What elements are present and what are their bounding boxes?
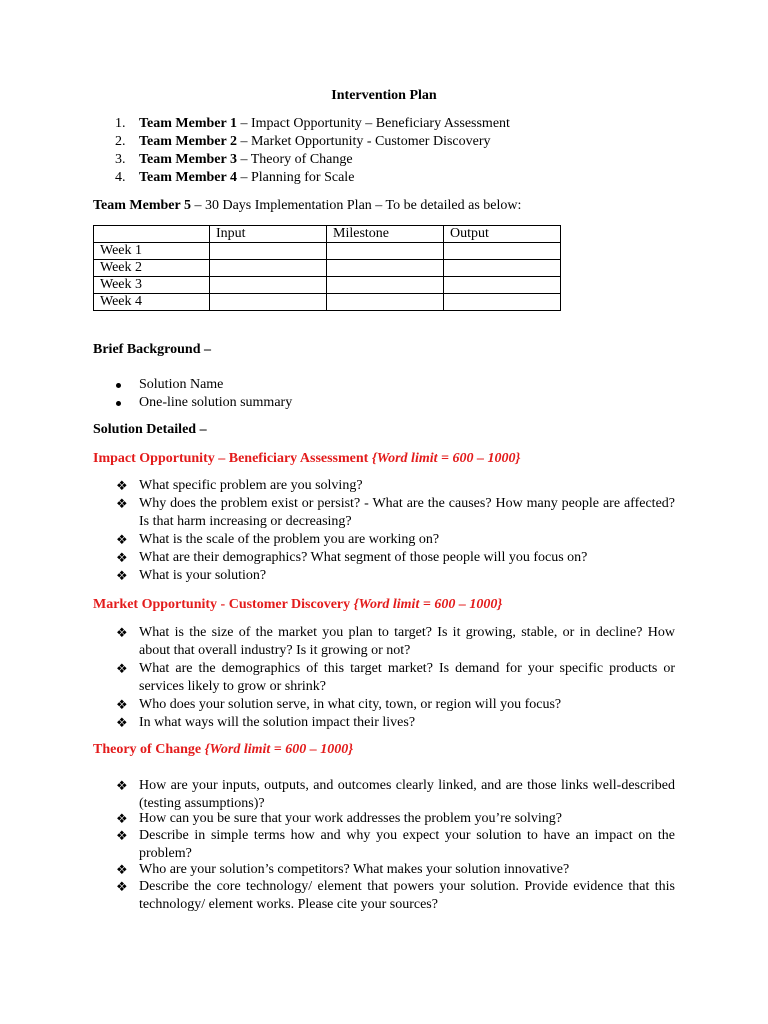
diamond-bullet-icon: ❖ [116, 811, 128, 826]
question-item: What is the size of the market you plan to target? Is it growing, stable, or in decline? How about that overall industry? Is it growing or not? [139, 625, 675, 658]
team-list-item: Team Member 4 – Planning for Scale [139, 170, 355, 185]
table-header-cell: Milestone [327, 226, 444, 243]
table-cell [210, 277, 327, 294]
team-list-item: Team Member 1 – Impact Opportunity – Beneficiary Assessment [139, 116, 510, 131]
list-number: 1. [115, 116, 126, 131]
diamond-bullet-icon: ❖ [116, 862, 128, 877]
table-header-row [94, 226, 561, 243]
question-item: Describe in simple terms how and why you expect your solution to have an impact on the problem? [139, 828, 675, 861]
table-row [94, 243, 561, 260]
diamond-bullet-icon: ❖ [116, 550, 128, 565]
list-number: 4. [115, 170, 126, 185]
table-row [94, 260, 561, 277]
question-item: How are your inputs, outputs, and outcomes clearly linked, and are those links well-described (testing assumptions)? [139, 778, 675, 811]
diamond-bullet-icon: ❖ [116, 715, 128, 730]
table-header-cell [94, 226, 210, 243]
question-item: Who does your solution serve, in what city, town, or region will you focus? [139, 697, 562, 712]
diamond-bullet-icon: ❖ [116, 879, 128, 894]
diamond-bullet-icon: ❖ [116, 532, 128, 547]
section-heading: Theory of Change {Word limit = 600 – 1000} [93, 742, 354, 757]
question-item: What specific problem are you solving? [139, 478, 363, 493]
diamond-bullet-icon: ❖ [116, 496, 128, 511]
bullet-dot-icon [116, 394, 121, 412]
list-number: 3. [115, 152, 126, 167]
list-number: 2. [115, 134, 126, 149]
question-item: Why does the problem exist or persist? - What are the causes? How many people are affected? Is that harm increasing or decreasing? [139, 496, 675, 529]
page-title: Intervention Plan [331, 88, 437, 103]
question-item: What are their demographics? What segment of those people will you focus on? [139, 550, 588, 565]
question-item: In what ways will the solution impact their lives? [139, 715, 416, 730]
diamond-bullet-icon: ❖ [116, 828, 128, 843]
table-cell [327, 243, 444, 260]
week-label: Week 4 [94, 294, 210, 311]
table-cell [210, 260, 327, 277]
table-cell [210, 294, 327, 311]
team-list-item: Team Member 3 – Theory of Change [139, 152, 353, 167]
table-cell [444, 260, 561, 277]
table-cell [210, 243, 327, 260]
question-item: Who are your solution’s competitors? What makes your solution innovative? [139, 862, 570, 877]
week-label: Week 1 [94, 243, 210, 260]
question-item: How can you be sure that your work addresses the problem you’re solving? [139, 811, 563, 826]
table-header-cell: Input [210, 226, 327, 243]
week-label: Week 2 [94, 260, 210, 277]
question-item: What are the demographics of this target market? Is demand for your specific products or services likely to grow or shrink? [139, 661, 675, 694]
bullet-dot-icon [116, 376, 121, 394]
implementation-table [93, 225, 561, 311]
list-item: One-line solution summary [139, 395, 293, 410]
member5-line: Team Member 5 – 30 Days Implementation Plan – To be detailed as below: [93, 198, 522, 213]
section-heading: Impact Opportunity – Beneficiary Assessment {Word limit = 600 – 1000} [93, 451, 521, 466]
diamond-bullet-icon: ❖ [116, 625, 128, 640]
table-header-cell: Output [444, 226, 561, 243]
diamond-bullet-icon: ❖ [116, 697, 128, 712]
question-item: What is the scale of the problem you are working on? [139, 532, 440, 547]
table-cell [444, 243, 561, 260]
table-cell [327, 260, 444, 277]
question-item: What is your solution? [139, 568, 267, 583]
team-list-item: Team Member 2 – Market Opportunity - Customer Discovery [139, 134, 491, 149]
week-label: Week 3 [94, 277, 210, 294]
diamond-bullet-icon: ❖ [116, 568, 128, 583]
diamond-bullet-icon: ❖ [116, 661, 128, 676]
list-item: Solution Name [139, 377, 224, 392]
section-heading: Market Opportunity - Customer Discovery {Word limit = 600 – 1000} [93, 597, 503, 612]
table-cell [444, 294, 561, 311]
diamond-bullet-icon: ❖ [116, 778, 128, 793]
table-row [94, 294, 561, 311]
solution-detailed-heading: Solution Detailed – [93, 422, 207, 437]
table-cell [327, 294, 444, 311]
diamond-bullet-icon: ❖ [116, 478, 128, 493]
table-row [94, 277, 561, 294]
brief-background-heading: Brief Background – [93, 342, 211, 357]
table-cell [444, 277, 561, 294]
question-item: Describe the core technology/ element that powers your solution. Provide evidence that this technology/ element works. Please cite your sources? [139, 879, 675, 912]
table-cell [327, 277, 444, 294]
